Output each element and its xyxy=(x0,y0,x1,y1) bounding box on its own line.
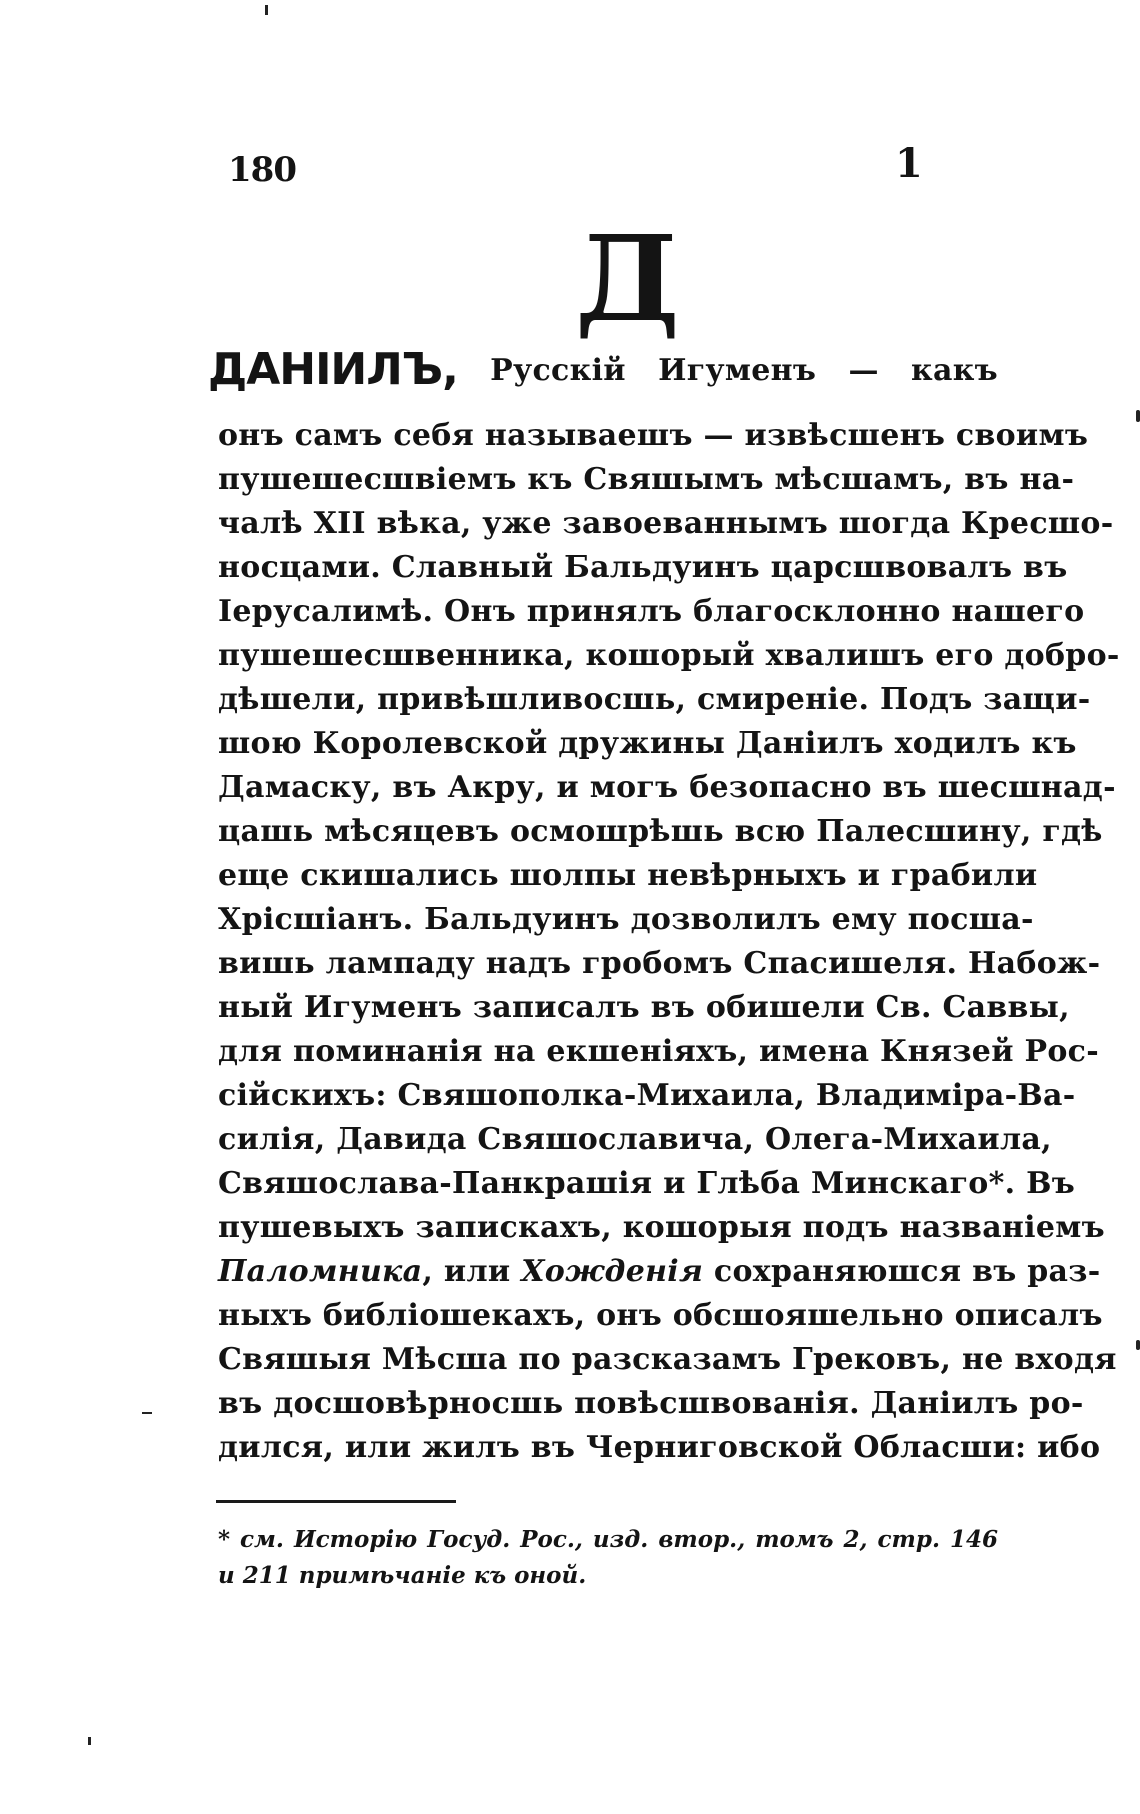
entry-line: пушешесшвіемъ къ Свяшымъ мѣсшамъ, въ на- xyxy=(218,462,1075,497)
entry-line: Свяшослава-Панкрашія и Глѣба Минскаго*. Въ xyxy=(218,1166,1076,1201)
entry-line: Хрісшіанъ. Бальдуинъ дозволилъ ему посша- xyxy=(218,902,1034,937)
entry-line: цашь мѣсяцевъ осмошрѣшь всю Палесшину, гдѣ xyxy=(218,814,1103,849)
entry-line: дѣшели, привѣшливосшь, смиреніе. Подъ защи- xyxy=(218,682,1091,717)
book-title: Хожденія xyxy=(521,1254,704,1289)
footnote-divider xyxy=(216,1500,456,1503)
scan-speck xyxy=(88,1737,91,1745)
entry-line: пушешесшвенника, кошорый хвалишъ его добро- xyxy=(218,638,1120,673)
entry-line: Дамаску, въ Акру, и могъ безопасно въ шесшнад- xyxy=(218,770,1116,805)
entry-line: носцами. Славный Бальдуинъ царсшвовалъ въ xyxy=(218,550,1068,585)
section-letter: Д xyxy=(575,209,680,348)
scan-speck xyxy=(142,1412,152,1414)
entry-line: Паломника, или Хожденія сохраняюшся въ раз- xyxy=(218,1254,1101,1289)
entry-line: Свяшыя Мѣсша по разсказамъ Грековъ, не входя xyxy=(218,1342,1117,1377)
entry-line: еще скишались шолпы невѣрныхъ и грабили xyxy=(218,858,1038,893)
entry-line: чалѣ XII вѣка, уже завоеваннымъ шогда Кресшо- xyxy=(218,506,1114,541)
entry-line: ный Игуменъ записалъ въ обишели Св. Саввы, xyxy=(218,990,1070,1025)
entry-line: онъ самъ себя называешъ — извѣсшенъ своимъ xyxy=(218,418,1089,453)
signature-mark: 1 xyxy=(895,140,923,187)
scan-speck xyxy=(1136,410,1140,422)
entry-line: Русскій Игуменъ — какъ xyxy=(490,353,998,388)
entry-line: ныхъ библіошекахъ, онъ обсшояшельно описалъ xyxy=(218,1298,1103,1333)
entry-line: въ досшовѣрносшь повѣсшвованія. Даніилъ ро- xyxy=(218,1386,1084,1421)
entry-line: вишь лампаду надъ гробомъ Спасишеля. Набож- xyxy=(218,946,1101,981)
footnote-line: и 211 примѣчаніе къ оной. xyxy=(218,1562,587,1589)
entry-first-line xyxy=(208,344,998,395)
scan-speck xyxy=(265,5,268,15)
entry-line-italic-titles xyxy=(218,1250,1101,1294)
page-number: 180 xyxy=(228,150,296,190)
entry-line: пушевыхъ запискахъ, кошорыя подъ названіемъ xyxy=(218,1210,1105,1245)
entry-line: силія, Давида Свяшославича, Олега-Михаила, xyxy=(218,1122,1052,1157)
entry-line: дился, или жилъ въ Черниговской Обласши: ибо xyxy=(218,1430,1101,1465)
entry-headword: ДАНІИЛЪ, xyxy=(208,344,458,395)
footnote xyxy=(218,1522,998,1594)
entry-line: для поминанія на екшеніяхъ, имена Князей Рос- xyxy=(218,1034,1099,1069)
entry-line: шою Королевской дружины Даніилъ ходилъ къ xyxy=(218,726,1077,761)
entry-line: Іерусалимѣ. Онъ принялъ благосклонно нашего xyxy=(218,594,1085,629)
entry-line: сійскихъ: Свяшополка-Михаила, Владиміра-Ва- xyxy=(218,1078,1076,1113)
scan-speck xyxy=(1136,1340,1140,1350)
footnote-line: * см. Исторію Госуд. Рос., изд. втор., томъ 2, стр. 146 xyxy=(218,1526,998,1553)
book-title: Паломника xyxy=(218,1254,423,1289)
